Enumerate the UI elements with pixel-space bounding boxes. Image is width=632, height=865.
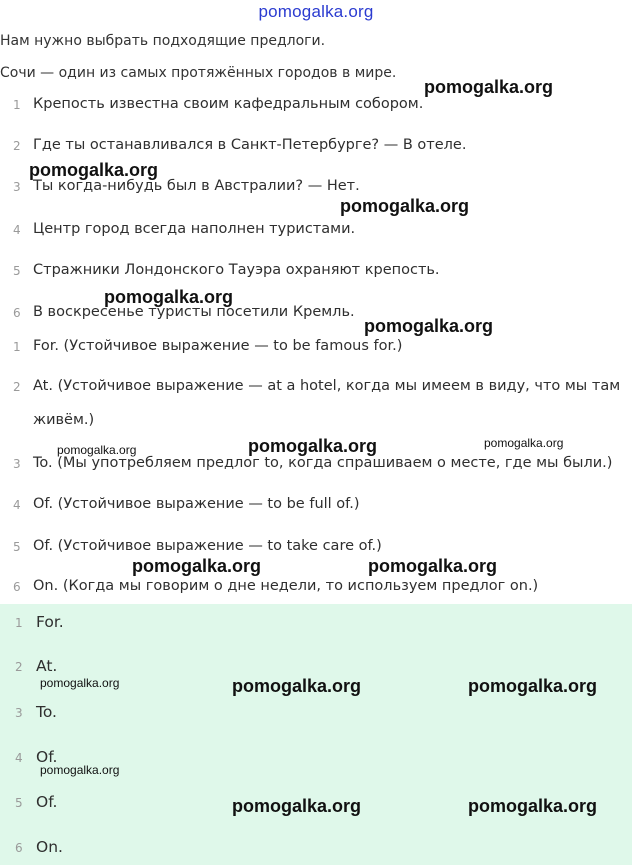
watermark: pomogalka.org: [424, 77, 554, 97]
item-number: 1: [13, 340, 21, 354]
watermark: pomogalka.org: [248, 436, 378, 456]
answer-text: On.: [36, 838, 63, 856]
answer-text: Of.: [36, 748, 58, 766]
answer-number: 5: [15, 796, 23, 810]
watermark: pomogalka.org: [468, 796, 598, 816]
item-text: At. (Устойчивое выражение — at a hotel, когда мы имеем в виду, что мы там: [33, 378, 621, 394]
watermark: pomogalka.org: [364, 316, 494, 336]
answer-text: Of.: [36, 793, 58, 811]
item-number: 5: [13, 264, 21, 278]
watermark: pomogalka.org: [468, 676, 598, 696]
item-number: 3: [13, 457, 21, 471]
item-text: Of. (Устойчивое выражение — to be full of.): [33, 496, 360, 512]
watermark: pomogalka.org: [40, 676, 120, 690]
answer-number: 1: [15, 616, 23, 630]
item-text: Крепость известна своим кафедральным собором.: [33, 96, 424, 112]
answer-number: 6: [15, 841, 23, 855]
item-number: 6: [13, 306, 21, 320]
item-number: 3: [13, 180, 21, 194]
item-number: 2: [13, 139, 21, 153]
item-text: Ты когда-нибудь был в Австралии? — Нет.: [33, 178, 360, 194]
watermark: pomogalka.org: [29, 160, 159, 180]
watermark: pomogalka.org: [232, 796, 362, 816]
watermark: pomogalka.org: [132, 556, 262, 576]
item-number: 1: [13, 98, 21, 112]
top-watermark: pomogalka.org: [258, 2, 374, 21]
watermark: pomogalka.org: [104, 287, 234, 307]
instruction-text: Нам нужно выбрать подходящие предлоги.: [0, 33, 326, 49]
item-number: 6: [13, 580, 21, 594]
watermark: pomogalka.org: [40, 763, 120, 777]
item-text: On. (Когда мы говорим о дне недели, то используем предлог on.): [33, 578, 539, 594]
item-text: Где ты останавливался в Санкт-Петербурге? — В отеле.: [33, 137, 467, 153]
answer-text: For.: [36, 613, 64, 631]
item-text: Центр город всегда наполнен туристами.: [33, 221, 356, 237]
watermark: pomogalka.org: [57, 443, 137, 457]
watermark: pomogalka.org: [232, 676, 362, 696]
answer-box: [0, 604, 632, 865]
item-number: 4: [13, 223, 21, 237]
watermark: pomogalka.org: [340, 196, 470, 216]
example-sentence: Сочи — один из самых протяжённых городов в мире.: [0, 65, 397, 81]
item-text: For. (Устойчивое выражение — to be famous for.): [33, 338, 403, 354]
answer-text: At.: [36, 657, 58, 675]
item-text: Стражники Лондонского Тауэра охраняют крепость.: [33, 262, 440, 278]
item-text: To. (Мы употребляем предлог to, когда спрашиваем о месте, где мы были.): [33, 455, 613, 471]
item-text: В воскресенье туристы посетили Кремль.: [33, 304, 355, 320]
watermark: pomogalka.org: [368, 556, 498, 576]
answer-number: 4: [15, 751, 23, 765]
item-number: 4: [13, 498, 21, 512]
item-number: 5: [13, 540, 21, 554]
watermark: pomogalka.org: [484, 436, 564, 450]
item-text: живём.): [33, 412, 95, 428]
answer-number: 2: [15, 660, 23, 674]
answer-text: To.: [36, 703, 57, 721]
item-number: 2: [13, 380, 21, 394]
item-text: Of. (Устойчивое выражение — to take care of.): [33, 538, 382, 554]
answer-number: 3: [15, 706, 23, 720]
